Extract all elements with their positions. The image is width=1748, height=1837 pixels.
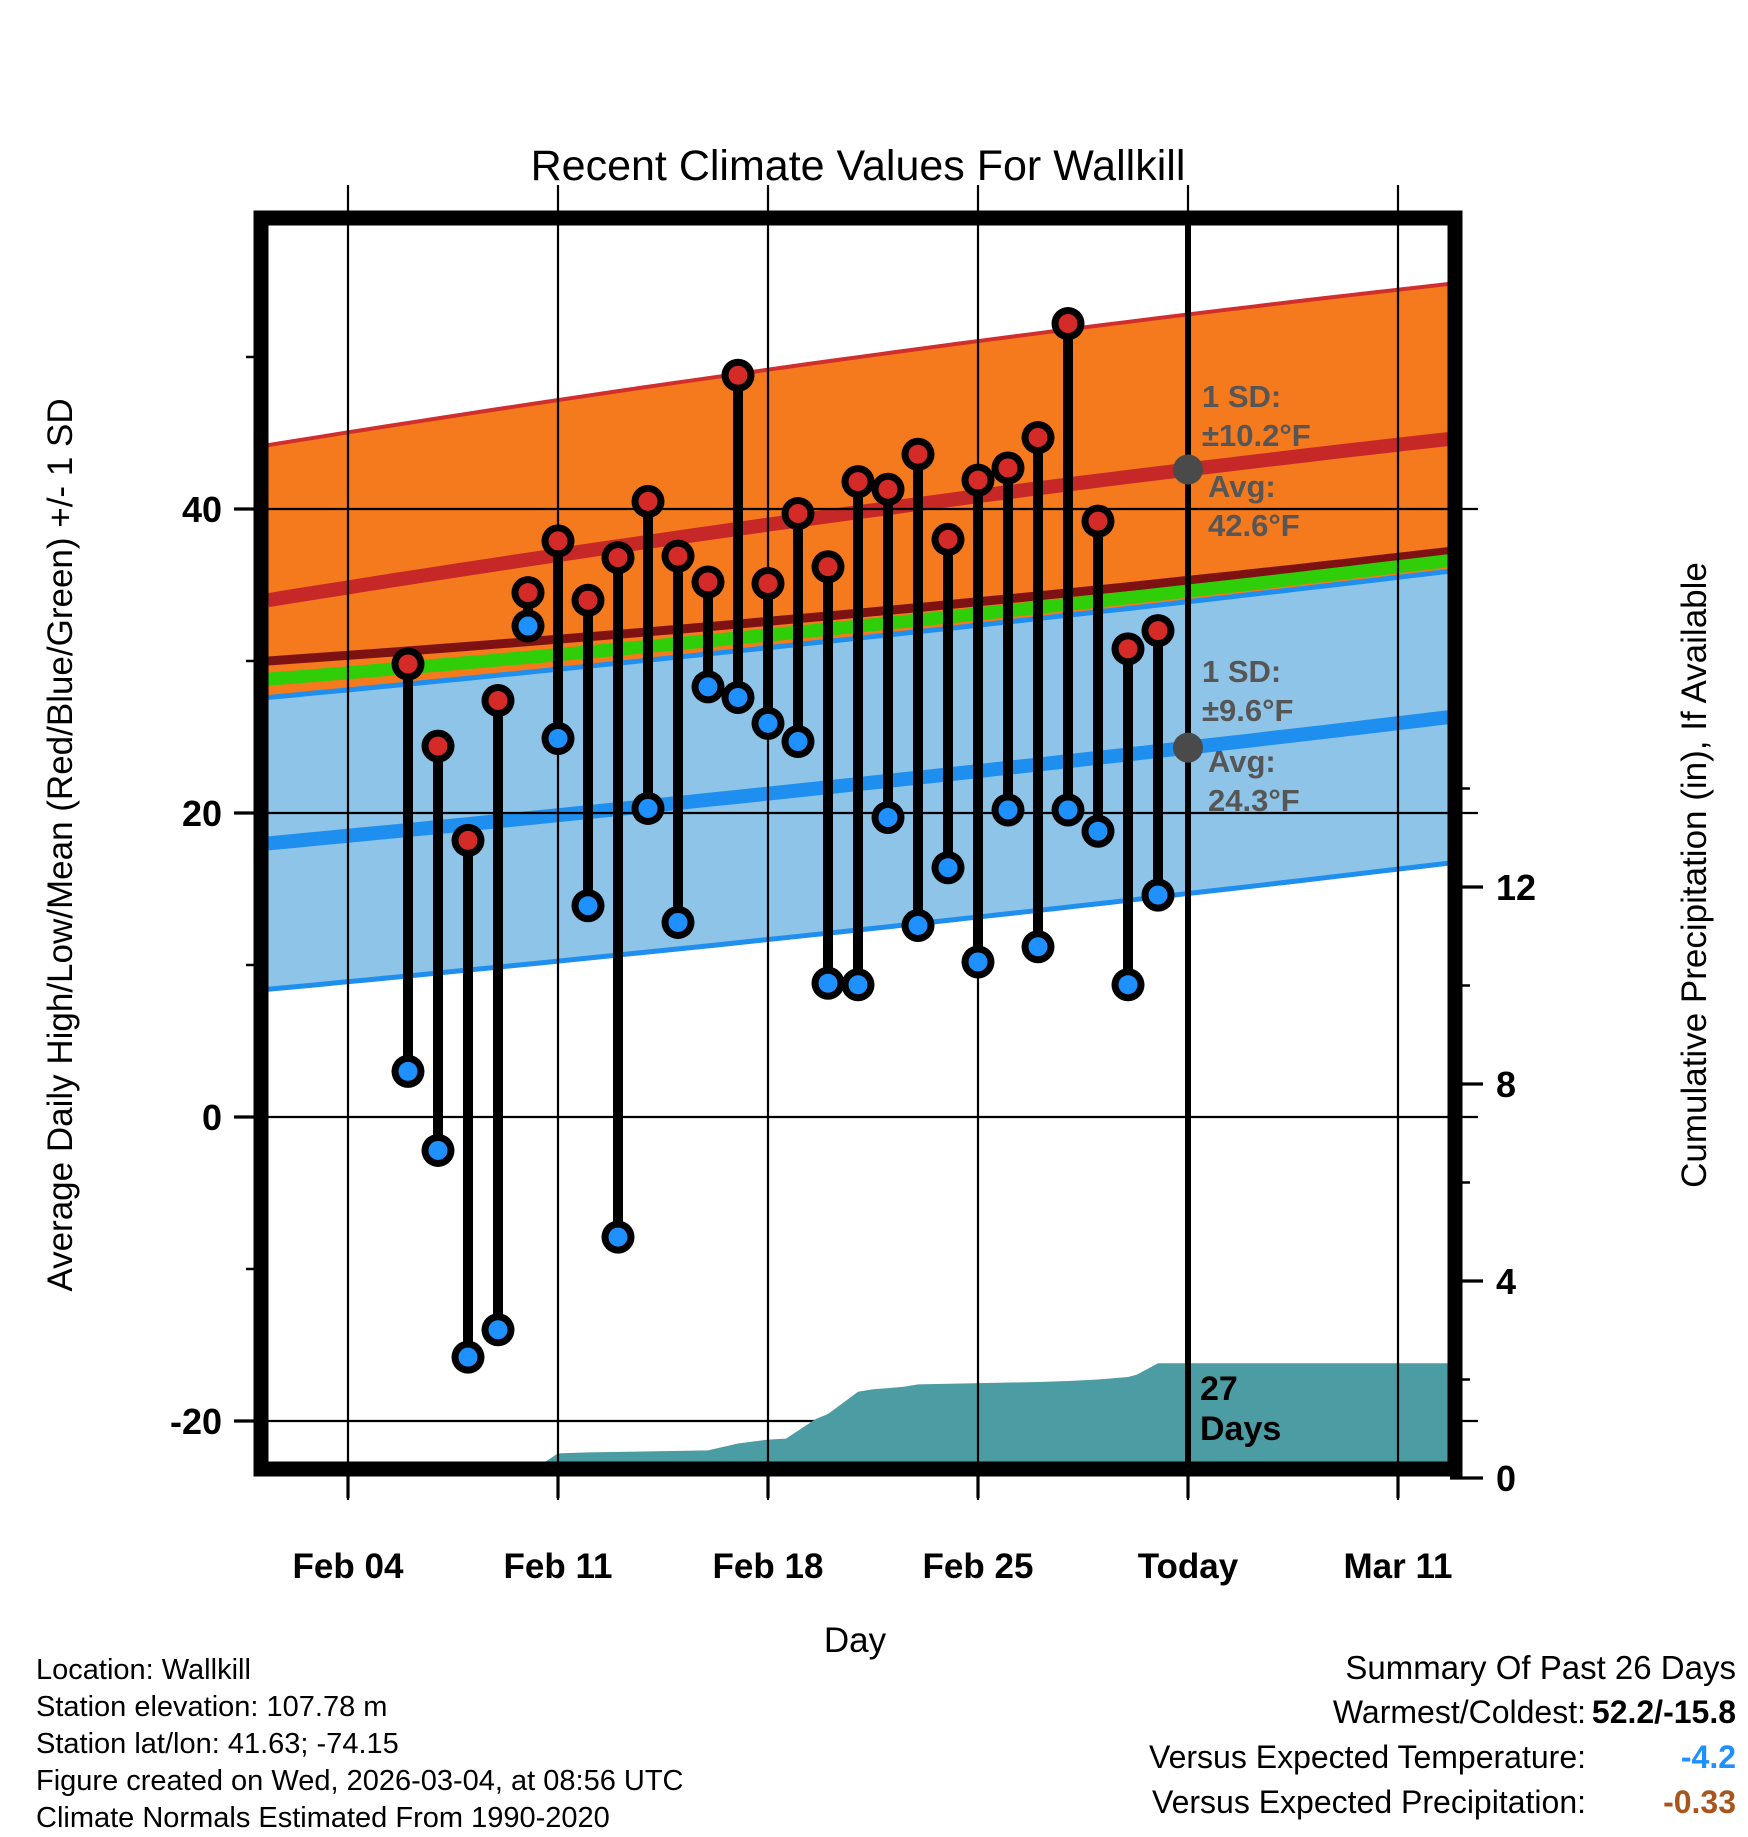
low-dot — [939, 858, 958, 877]
high-dot — [759, 574, 778, 593]
high-avg-label: Avg: — [1208, 469, 1276, 504]
right-tick-label: 4 — [1496, 1261, 1517, 1302]
x-tick-label: Today — [1137, 1547, 1239, 1586]
low-dot — [489, 1320, 508, 1339]
summary-row-value: -0.33 — [1663, 1784, 1736, 1820]
low-dot — [999, 800, 1018, 819]
summary-row-value: -4.2 — [1680, 1739, 1736, 1775]
page-title: Recent Climate Values For Wallkill — [530, 142, 1186, 190]
x-tick-label: Feb 25 — [922, 1547, 1034, 1586]
low-dot — [1089, 822, 1108, 841]
high-dot — [879, 480, 898, 499]
avg-low-marker — [1173, 733, 1203, 763]
high-dot — [999, 458, 1018, 477]
low-avg-label: Avg: — [1208, 744, 1276, 779]
high-dot — [789, 504, 808, 523]
days-count-word: Days — [1200, 1410, 1282, 1448]
low-dot — [789, 732, 808, 751]
x-tick-label: Mar 11 — [1343, 1547, 1453, 1586]
left-tick-label: 20 — [181, 793, 222, 834]
low-dot — [399, 1062, 418, 1081]
avg-high-marker — [1173, 454, 1203, 484]
low-dot — [879, 808, 898, 827]
high-dot — [489, 691, 508, 710]
low-sd-label: 1 SD: — [1202, 654, 1282, 689]
low-sd-value: ±9.6°F — [1202, 693, 1294, 728]
low-avg-value: 24.3°F — [1208, 783, 1300, 818]
high-dot — [639, 492, 658, 511]
summary-row — [1149, 1735, 1736, 1780]
high-sd-label: 1 SD: — [1202, 379, 1282, 414]
low-dot — [429, 1141, 448, 1160]
low-dot — [1059, 800, 1078, 819]
high-avg-value: 42.6°F — [1208, 508, 1300, 543]
summary-row-label: Versus Expected Precipitation: — [1151, 1784, 1586, 1820]
high-dot — [579, 591, 598, 610]
plot-area — [234, 185, 1483, 1500]
x-tick-label: Feb 18 — [712, 1547, 824, 1586]
summary-title: Summary Of Past 26 Days — [1345, 1649, 1736, 1686]
summary-row — [1149, 1780, 1736, 1825]
low-dot — [1119, 975, 1138, 994]
x-axis-title: Day — [823, 1621, 887, 1660]
low-dot — [819, 974, 838, 993]
high-dot — [1149, 621, 1168, 640]
high-dot — [729, 366, 748, 385]
low-dot — [609, 1228, 628, 1247]
high-dot — [849, 472, 868, 491]
high-dot — [1029, 428, 1048, 447]
metadata-elevation: Station elevation: 107.78 m — [36, 1691, 388, 1723]
left-tick-label: 0 — [201, 1097, 222, 1138]
high-dot — [429, 737, 448, 756]
right-tick-label: 0 — [1496, 1458, 1517, 1499]
summary-row-value: 52.2/-15.8 — [1591, 1694, 1736, 1730]
high-dot — [819, 557, 838, 576]
high-dot — [549, 531, 568, 550]
low-dot — [909, 916, 928, 935]
low-dot — [849, 975, 868, 994]
metadata-created: Figure created on Wed, 2026-03-04, at 08:56 UTC — [36, 1765, 684, 1797]
low-dot — [969, 952, 988, 971]
high-dot — [519, 583, 538, 602]
left-axis-title: Average Daily High/Low/Mean (Red/Blue/Green) +/- 1 SD — [41, 398, 80, 1292]
low-dot — [729, 688, 748, 707]
high-dot — [939, 530, 958, 549]
low-dot — [639, 799, 658, 818]
left-tick-label: -20 — [169, 1401, 222, 1442]
low-dot — [549, 729, 568, 748]
summary-block — [1149, 1646, 1736, 1825]
high-sd-value: ±10.2°F — [1202, 418, 1311, 453]
right-tick-label: 8 — [1496, 1064, 1517, 1105]
high-dot — [459, 831, 478, 850]
high-dot — [1119, 639, 1138, 658]
high-dot — [1059, 314, 1078, 333]
high-dot — [1089, 512, 1108, 531]
x-tick-label: Feb 04 — [292, 1547, 404, 1586]
right-tick-label: 12 — [1496, 867, 1537, 908]
summary-row-label: Versus Expected Temperature: — [1149, 1739, 1586, 1775]
right-axis-title: Cumulative Precipitation (in), If Available — [1675, 562, 1714, 1188]
days-count-number: 27 — [1200, 1370, 1238, 1408]
summary-row — [1149, 1690, 1736, 1735]
low-dot — [759, 714, 778, 733]
low-dot — [1029, 937, 1048, 956]
high-dot — [699, 572, 718, 591]
metadata-location: Location: Wallkill — [36, 1654, 251, 1686]
high-dot — [669, 547, 688, 566]
summary-rows — [1149, 1690, 1736, 1825]
figure-metadata — [36, 1652, 684, 1837]
summary-row-label: Warmest/Coldest: — [1332, 1694, 1586, 1730]
low-dot — [699, 677, 718, 696]
high-dot — [909, 445, 928, 464]
metadata-latlon: Station lat/lon: 41.63; -74.15 — [36, 1728, 399, 1760]
low-dot — [1149, 886, 1168, 905]
high-dot — [969, 471, 988, 490]
low-dot — [459, 1348, 478, 1367]
high-dot — [609, 548, 628, 567]
high-dot — [399, 655, 418, 674]
left-tick-label: 40 — [181, 489, 222, 530]
metadata-normals: Climate Normals Estimated From 1990-2020 — [36, 1802, 610, 1834]
x-tick-label: Feb 11 — [503, 1547, 613, 1586]
low-dot — [579, 896, 598, 915]
low-dot — [669, 913, 688, 932]
low-dot — [519, 617, 538, 636]
